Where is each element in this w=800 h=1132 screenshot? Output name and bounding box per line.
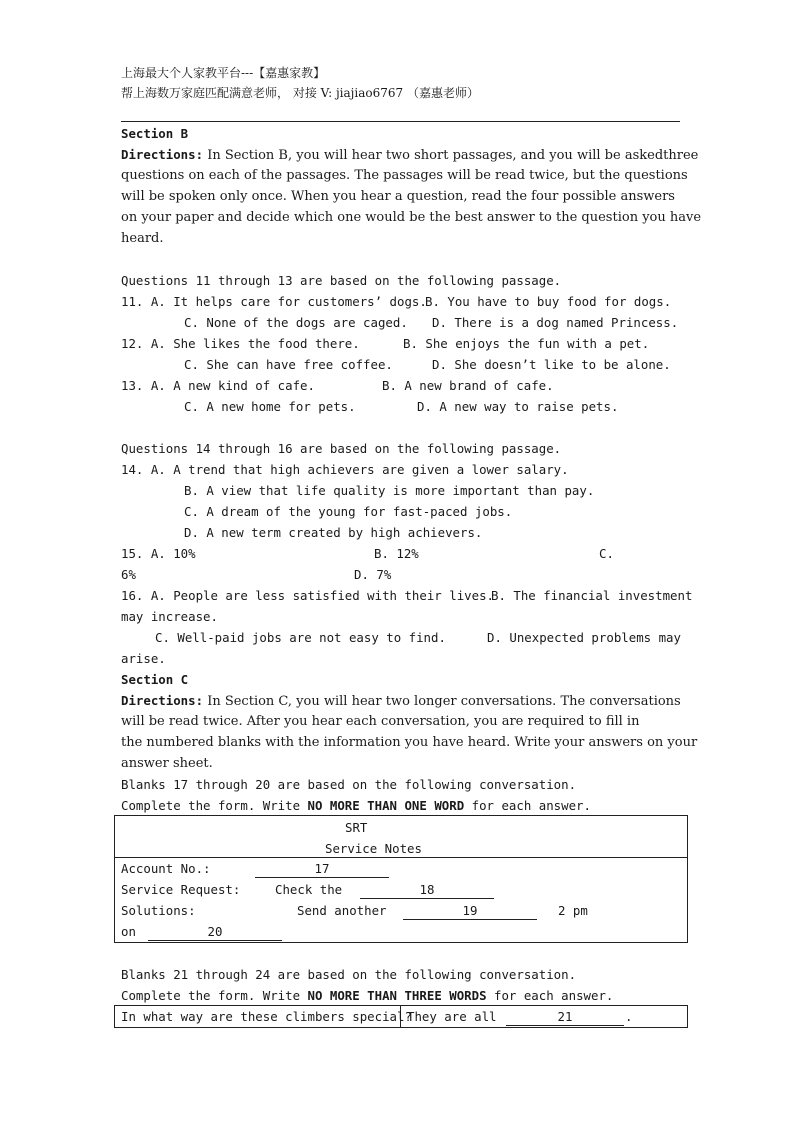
q13-option-b: B. A new brand of cafe. [382,378,554,393]
blank-18[interactable]: 18 [360,882,494,899]
q16-option-d: D. Unexpected problems may [487,630,681,645]
q16-option-b: B. The financial investment [491,588,693,603]
section-c-directions-line-2: will be read twice. After you hear each conversation, you are required to fill in [121,714,640,729]
blank-19[interactable]: 19 [403,903,537,920]
q15-option-b: B. 12% [374,546,419,561]
q16-option-c: C. Well-paid jobs are not easy to find. [155,630,446,645]
blank-17[interactable]: 17 [255,861,389,878]
section-c-title [121,669,701,690]
q16-option-d-cont: arise. [121,651,166,666]
instruction-text: for each answer. [486,988,614,1003]
solutions-label: Solutions: [121,903,196,918]
section-c-directions-line-4: answer sheet. [121,756,213,771]
climbers-answer-prefix: They are all [407,1009,497,1024]
section-b-directions-line-5: heard. [121,231,164,246]
q14-option-d: D. A new term created by high achievers. [184,525,483,540]
q14-option-b: B. A view that life quality is more important than pay. [184,483,595,498]
instruction-text: Complete the form. Write [121,798,308,813]
directions-label: Directions: [121,147,204,162]
section-b-title [121,123,701,144]
header-line-1: 上海最大个人家教平台---【嘉惠家教】 [121,66,326,80]
section-b-directions-line-1 [121,144,701,165]
section-b-directions-line-2: questions on each of the passages. The passages will be read twice, but the questions [121,168,688,183]
passage-1-intro: Questions 11 through 13 are based on the following passage. [121,273,562,288]
blank-21[interactable]: 21 [506,1009,624,1026]
q13-option-c: C. A new home for pets. [184,399,356,414]
q12-option-b: B. She enjoys the fun with a pet. [403,336,650,351]
q15-option-a: 15. A. 10% [121,546,196,561]
section-b-directions-line-3: will be spoken only once. When you hear a question, read the four possible answers [121,189,675,204]
climbers-question: In what way are these climbers special? [121,1009,412,1024]
q11-option-c: C. None of the dogs are caged. [184,315,408,330]
send-another-text: Send another [297,903,387,918]
q12-option-c: C. She can have free coffee. [184,357,393,372]
q13-option-d: D. A new way to raise pets. [417,399,619,414]
blanks-17-20-intro: Blanks 17 through 20 are based on the following conversation. [121,777,577,792]
instruction-text: Complete the form. Write [121,988,308,1003]
blanks-21-24-intro: Blanks 21 through 24 are based on the following conversation. [121,967,577,982]
q15-option-c: C. [599,546,614,561]
time-text: 2 pm [558,903,588,918]
service-request-label: Service Request: [121,882,241,897]
q11-option-d: D. There is a dog named Princess. [432,315,679,330]
section-b-directions-line-4: on your paper and decide which one would be the best answer to the question you have [121,210,702,225]
section-c-title-text: Section C [121,672,189,687]
section-b-title-text: Section B [121,126,189,141]
q14-option-a: 14. A. A trend that high achievers are given a lower salary. [121,462,569,477]
blank-20[interactable]: 20 [148,924,282,941]
q11-option-a: 11. A. It helps care for customers’ dogs. [121,294,427,309]
check-the-text: Check the [275,882,343,897]
q11-option-b: B. You have to buy food for dogs. [425,294,672,309]
directions-text: In Section B, you will hear two short passages, and you will be askedthree [203,148,699,163]
q16-option-a: 16. A. People are less satisfied with their lives. [121,588,494,603]
instruction-text: for each answer. [464,798,591,813]
q13-option-a: 13. A. A new kind of cafe. [121,378,315,393]
header-line-2: 帮上海数万家庭匹配满意老师， 对接 V: jiajiao6767 （嘉惠老师） [121,86,479,100]
q12-option-d: D. She doesn’t like to be alone. [432,357,671,372]
on-text: on [121,924,136,939]
q12-option-a: 12. A. She likes the food there. [121,336,360,351]
word-limit: NO MORE THAN THREE WORDS [307,988,487,1003]
section-c-directions-line-1 [121,690,701,711]
form-1-instructions [121,795,701,816]
section-c-directions-line-3: the numbered blanks with the information you have heard. Write your answers on your [121,735,698,750]
word-limit: NO MORE THAN ONE WORD [307,798,465,813]
account-label: Account No.: [121,861,211,876]
q14-option-c: C. A dream of the young for fast-paced jobs. [184,504,513,519]
directions-label: Directions: [121,693,204,708]
q15-option-c-value: 6% [121,567,136,582]
form-title-srt: SRT [345,820,368,835]
passage-2-intro: Questions 14 through 16 are based on the following passage. [121,441,562,456]
q15-option-d: D. 7% [354,567,392,582]
directions-text: In Section C, you will hear two longer conversations. The conversations [203,694,681,709]
climbers-answer-period: . [625,1009,633,1024]
header-rule [121,121,680,122]
form-2-instructions [121,985,701,1006]
form-title-service-notes: Service Notes [325,841,422,856]
q16-option-b-cont: may increase. [121,609,218,624]
